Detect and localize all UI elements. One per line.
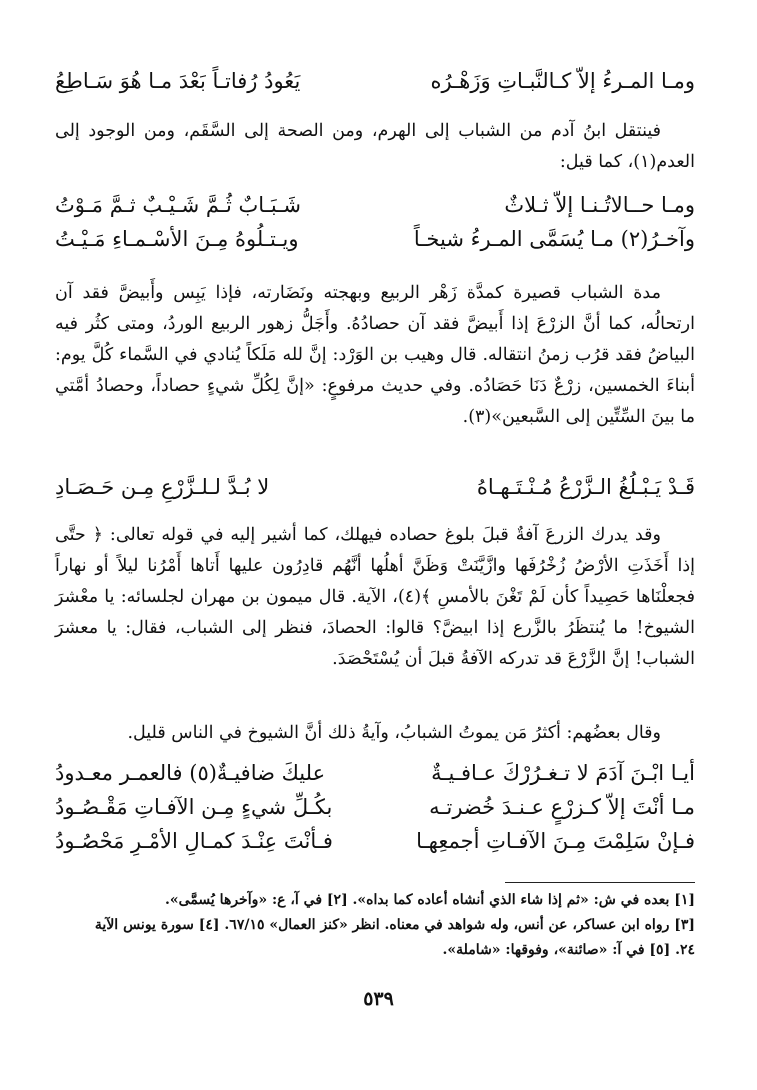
verse-line: [55, 66, 695, 96]
verse-hemistich-second: يَعُودُ رُفاتـاً بَعْدَ مـا هُوَ سَـاطِعُ: [55, 69, 301, 93]
verse-hemistich-first: فـإنْ سَلِمْتَ مِـنَ الآفـاتِ أجمعِهـا: [416, 829, 695, 853]
paragraph-text: وقال بعضُهم: أكثرُ مَن يموتُ الشبابُ، وآيةُ ذلك أنَّ الشيوخ في الناس قليل.: [127, 723, 661, 743]
verse-hemistich-first: ومـا المـرءُ إلاّ كـالنَّبـاتِ وَزَهْـرُه: [430, 69, 695, 93]
verse-line: [55, 472, 695, 502]
paragraph: [55, 718, 695, 749]
verse-line: [55, 826, 695, 856]
footnote-line: [١] بعده في ش: «ثم إذا شاء الذي أنشاه أعاده كما بداه». [٢] في آ، ع: «وآخرها يُسمَّى».: [165, 892, 695, 908]
paragraph-text: مدة الشباب قصيرة كمدَّة زَهْر الربيع وبهجته ونَضَارته، فإذا يَبِس وأَبيضَّ فقد آن ارتحالُه، كما أنَّ الزرْعَ إذا أَبيضَّ فقد آن حصادُهُ. وأَجَلُّ زهور الربيع الوردُ، ومتى كثُر فيه البياضُ فقد قرُب زمنُ انتقاله. قال وهيب بن الوَرْد: إنَّ لله مَلَكاً يُنادي في السَّماء كُلَّ يوم: أبناءَ الخمسين، زرْعٌ دَنَا حَصَادُه. وفي حديث مرفوعٍ: «إنَّ لِكُلِّ شيءٍ حصاداً، وحصادُ أمَّتي ما بينَ السِّتِّين إلى السَّبعين»(٣).: [55, 283, 695, 427]
verse-hemistich-first: وآخـرُ(٢) مـا يُسَمَّى المـرءُ شيخـاً: [413, 227, 695, 251]
footnote-line: [٣] رواه ابن عساكر، عن أنس، وله شواهد في معناه. انظر «كنز العمال» ٦٧/١٥. [٤] سورة يونس الآية: [94, 917, 695, 933]
verse-hemistich-first: أيـا ابْـنَ آدَمَ لا تـغـرُرْكَ عـافـيـةٌ: [431, 761, 695, 785]
paragraph: [55, 278, 695, 433]
verse-line: [55, 792, 695, 822]
paragraph: [55, 116, 695, 178]
verse-hemistich-first: ومـا حــالاتُـنـا إلاّ ثـلاثٌ: [504, 193, 695, 217]
footnotes: [55, 888, 695, 963]
verse-hemistich-second: بكُـلِّ شيءٍ مِـن الآفـاتِ مَقْـصُـودُ: [55, 795, 333, 819]
verse-hemistich-second: فـأنْتَ عِنْـدَ كمـالِ الأمْـرِ مَحْصُـودُ: [55, 829, 333, 853]
verse-line: [55, 190, 695, 220]
footnote-line: ٢٤. [٥] في آ: «صائنة»، وفوقها: «شاملة».: [442, 942, 695, 958]
paragraph: [55, 520, 695, 675]
verse-hemistich-first: مـا أنْتَ إلاّ كـزرْعٍ عـنـدَ خُضرتـه: [429, 795, 695, 819]
verse-line: [55, 224, 695, 254]
paragraph-text: وقد يدرك الزرعَ آفةٌ قبلَ بلوغ حصاده فيهلك، كما أشير إليه في قوله تعالى: ﴿ حتَّى إذا أَخَذَتِ الأرْضُ زُخْرُفَها وازَّيَّنَتْ وَظَنَّ أهلُها أنَّهُم قادِرُون عليها أَتاها أَمْرُنا ليلاً أو نهاراً فجعلْنَاها حَصِيداً كأن لَمْ تَغْنَ بالأمسِ ﴾(٤)، الآية. قال ميمون بن مهران لجلسائه: يا معْشرَ الشيوخ! ما يُنتظَرُ بالزَّرع إذا ابيضَّ؟ قالوا: الحصادَ، فنظر إلى الشباب، فقال: يا معشرَ الشباب! إنَّ الزَّرْعَ قد تدركه الآفةُ قبلَ أن يُسْتَحْصَدَ.: [55, 525, 696, 669]
paragraph-text: فينتقل ابنُ آدم من الشباب إلى الهرم، ومن الصحة إلى السَّقَم، ومن الوجود إلى العدم(١)، كما قيل:: [55, 121, 695, 172]
verse-hemistich-second: ويـتـلُوهُ مِـنَ الأسْـمـاءِ مَـيْـتُ: [55, 227, 299, 251]
page-number: ٥٣٩: [363, 988, 394, 1010]
verse-hemistich-second: عليكَ ضافيـةٌ(٥) فالعمـر معـدودُ: [55, 761, 326, 785]
verse-hemistich-first: قَـدْ يَـبْـلُغُ الـزَّرْعُ مُـنْـتَـهـاهُ: [476, 475, 695, 499]
verse-line: [55, 758, 695, 788]
verse-hemistich-second: لا بُـدَّ لـلـزَّرْعِ مِـن حَـصَـادِ: [55, 475, 270, 499]
verse-hemistich-second: شَـبَـابٌ ثُـمَّ شَـيْـبٌ ثـمَّ مَـوْتُ: [55, 193, 301, 217]
footnote-divider: [505, 882, 695, 883]
